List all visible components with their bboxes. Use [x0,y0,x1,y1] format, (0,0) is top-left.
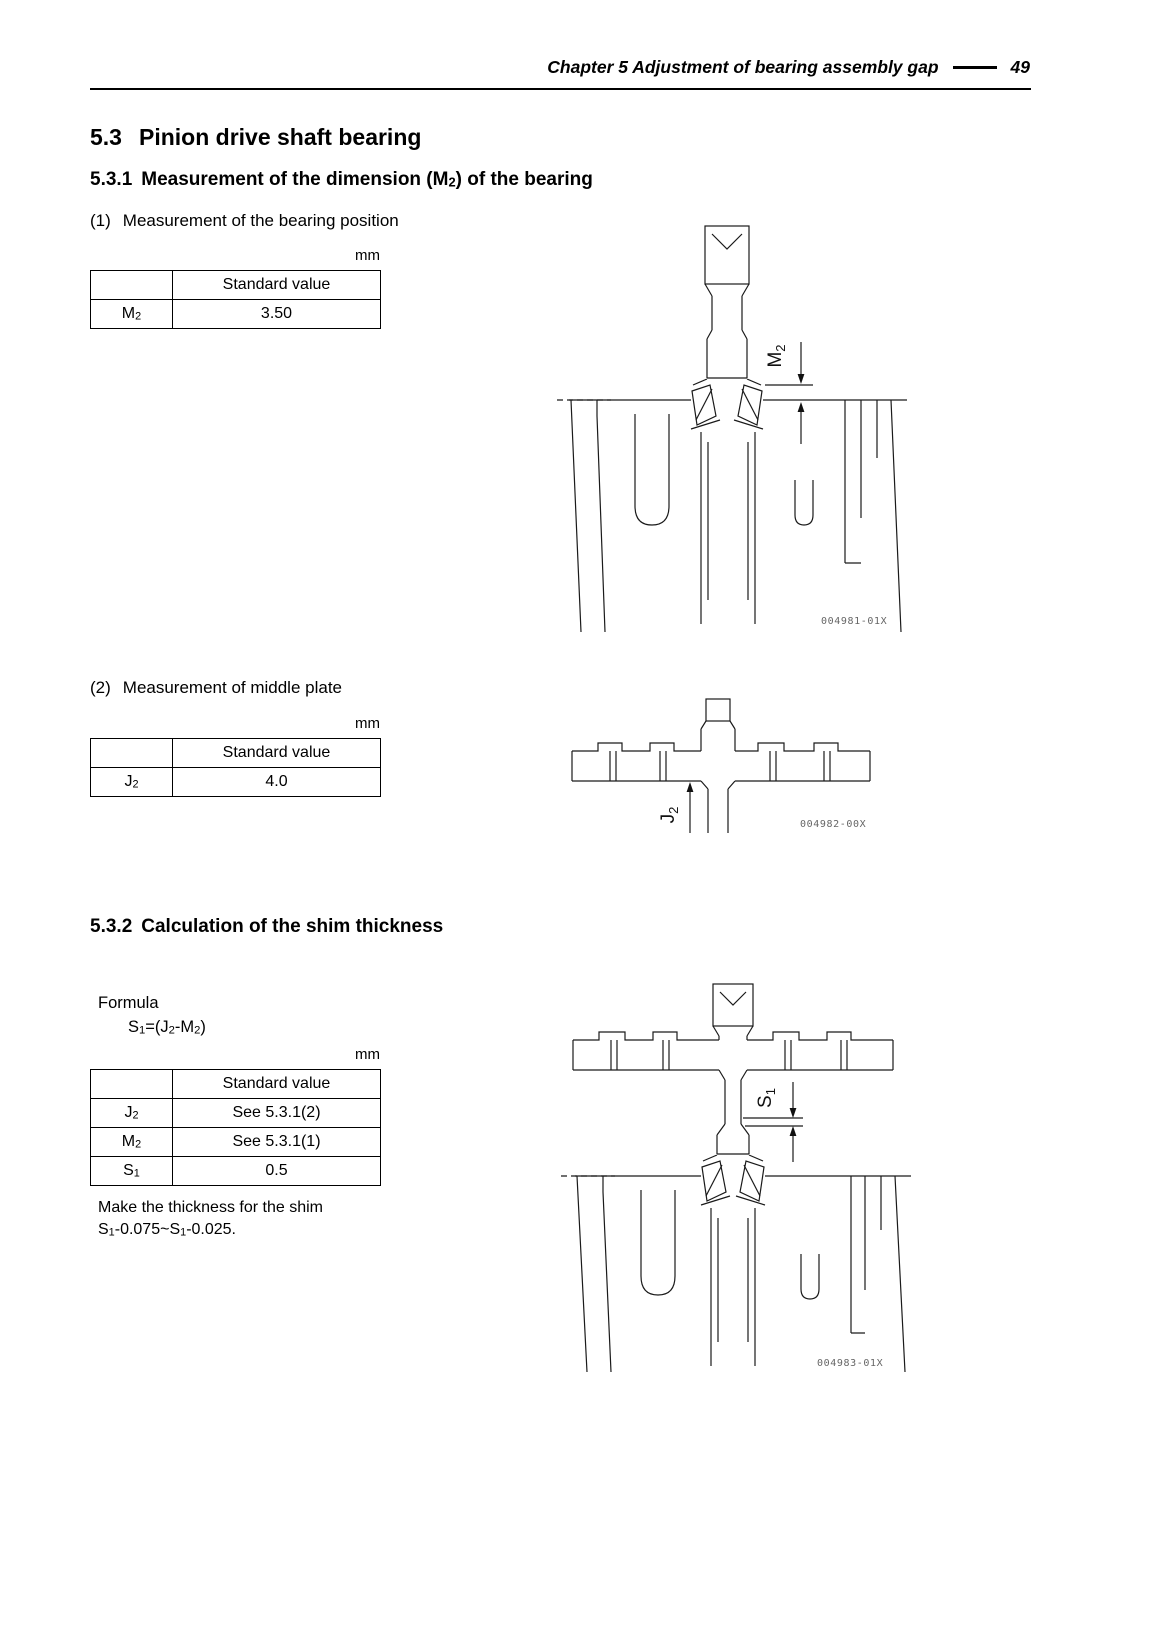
table-row-label-m2 [91,1128,173,1157]
subsection-title-5-3-2 [90,916,443,938]
shim-note-line-1: Make the thickness for the shim [98,1199,323,1216]
unit-label-mm-1: mm [355,247,380,264]
section-title-5-3 [90,124,421,151]
subscript: 1 [139,1024,146,1037]
subsection-number: 5.3.2 [90,916,133,937]
item-1-label [90,211,399,231]
page-number: 49 [1010,57,1030,77]
subsection-number: 5.3.1 [90,169,133,190]
table-row-label-s1 [91,1157,173,1186]
subscript: 2 [168,1024,175,1037]
table-cell-s1-value: 0.5 [173,1157,381,1186]
table-row [91,300,381,329]
item-number: (2) [90,678,111,697]
table-row-label-j2 [91,768,173,797]
symbol: S [98,1221,109,1238]
subscript: 2 [194,1024,201,1037]
table-row [91,1157,381,1186]
subsection-title-text: Calculation of the shim thickness [141,916,444,937]
formula-text: -M [174,1018,195,1036]
table-header-standard-value: Standard value [173,1070,381,1099]
item-text: Measurement of the bearing position [122,211,399,230]
dimension-j2 [658,782,693,833]
header-rule [90,88,1031,90]
subscript: 1 [180,1226,187,1239]
table-row-label-m2 [91,300,173,329]
item-number: (1) [90,211,111,230]
figure-middle-plate [562,695,882,840]
dimension-s1 [743,1082,803,1162]
section-number: 5.3 [90,124,122,150]
symbol: J [124,773,133,790]
header-separator [953,66,997,68]
shim-formula [128,1018,206,1037]
subsection-title-text: ) of the bearing [455,169,593,190]
page-header [547,57,1030,78]
subscript: 2 [132,1109,139,1122]
dim-label-j2: $J_2$ [658,806,681,824]
figure-code-1: 004981-01X [821,616,888,627]
table-row [91,1099,381,1128]
figure-bearing-position [555,218,915,638]
note-text: -0.075~S [114,1221,181,1238]
table-cell-m2-ref: See 5.3.1(1) [173,1128,381,1157]
figure-code-2: 004982-00X [800,819,867,830]
pinion-shaft-drawing [557,226,907,632]
subscript: 2 [448,174,456,190]
unit-label-mm-2: mm [355,715,380,732]
figure-code-3: 004983-01X [817,1358,884,1369]
table-header-standard-value: Standard value [173,739,381,768]
shim-note [98,1197,323,1243]
symbol: M [121,305,136,322]
unit-label-mm-3: mm [355,1046,380,1063]
formula-text: ) [200,1018,206,1036]
formula-text: =(J [145,1018,169,1036]
item-text: Measurement of middle plate [122,678,343,697]
table-cell-m2-value: 3.50 [173,300,381,329]
subsection-title-text: Measurement of the dimension (M [141,169,449,190]
subscript: 2 [135,1138,142,1151]
middle-plate-drawing [572,699,870,833]
figure-shim-assembly [545,978,925,1378]
shim-assembly-drawing [561,984,911,1372]
table-row-label-j2 [91,1099,173,1128]
j2-standard-value-table [90,738,381,797]
note-text: -0.025. [186,1221,236,1238]
subscript: 2 [135,310,142,323]
symbol: S [128,1018,140,1036]
symbol: M [121,1133,136,1150]
dim-label-s1: $S_1$ [755,1088,778,1108]
dimension-m2 [765,342,813,444]
table-header-standard-value: Standard value [173,271,381,300]
item-2-label [90,678,342,698]
table-row [91,768,381,797]
dim-label-m2: $M_2$ [765,344,788,368]
shim-note-line-2 [98,1219,323,1243]
symbol: J [124,1104,133,1121]
table-cell-j2-value: 4.0 [173,768,381,797]
formula-label: Formula [98,994,159,1012]
table-corner-cell [91,1070,173,1099]
shim-standard-value-table [90,1069,381,1186]
symbol: S [123,1162,134,1179]
section-title-text: Pinion drive shaft bearing [138,124,422,150]
table-corner-cell [91,739,173,768]
subscript: 1 [108,1226,115,1239]
table-corner-cell [91,271,173,300]
subscript: 2 [132,778,139,791]
table-cell-j2-ref: See 5.3.1(2) [173,1099,381,1128]
m2-standard-value-table [90,270,381,329]
subsection-title-5-3-1 [90,169,593,191]
subscript: 1 [133,1167,140,1180]
table-row [91,1128,381,1157]
chapter-title: Chapter 5 Adjustment of bearing assembly gap [547,57,939,77]
